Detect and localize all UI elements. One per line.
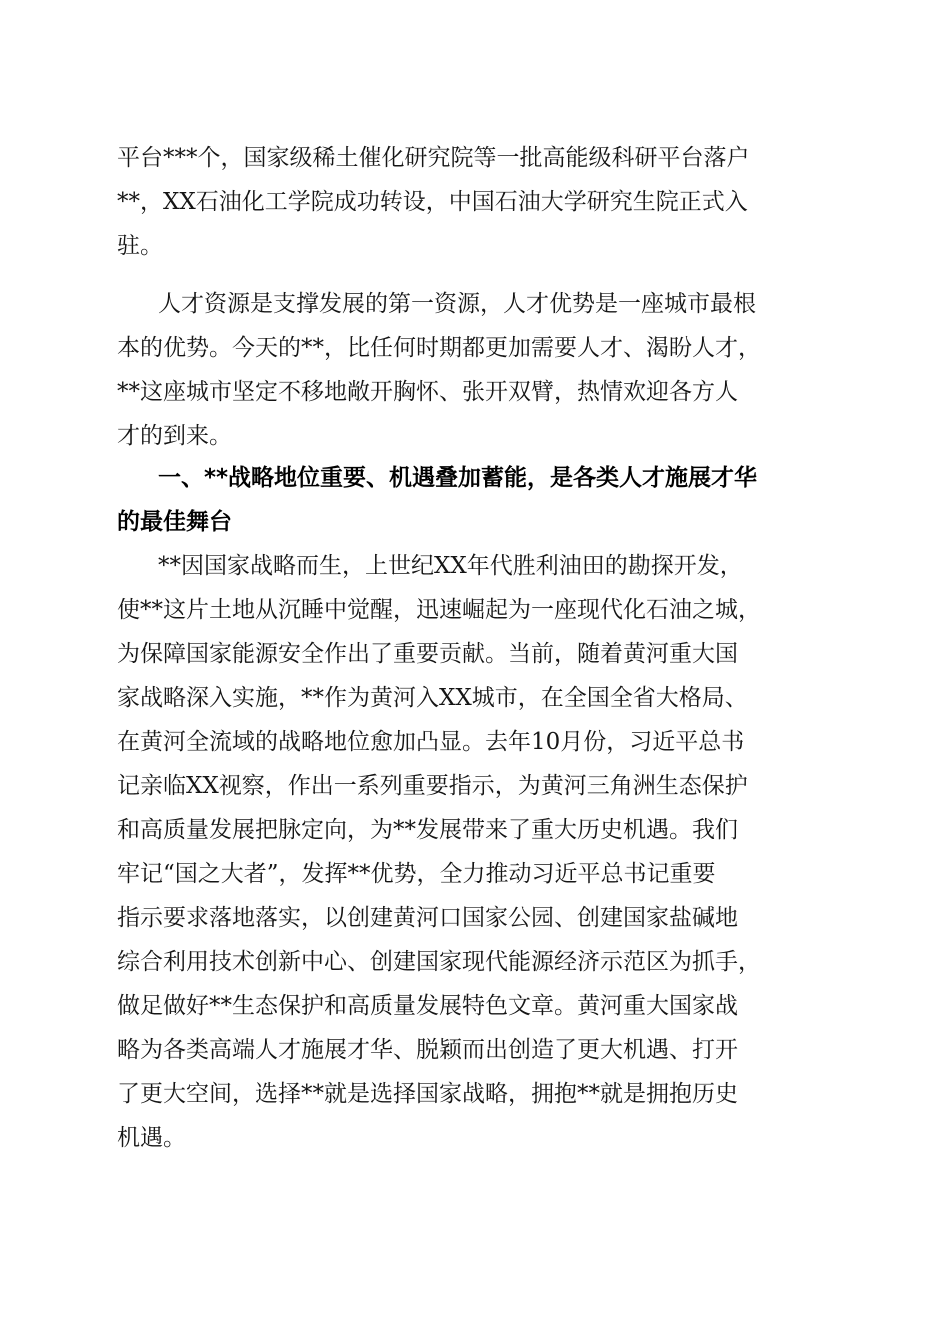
text-line-11 (0, 588, 950, 632)
text-line-5 (0, 326, 950, 370)
line-text: 在黄河全流域的战略地位愈加凸显。去年10月份，习近平总书 (117, 729, 745, 755)
line-text: 了更大空间，选择**就是选择国家战略，拥抱**就是拥抱历史 (117, 1081, 738, 1107)
text-line-13 (0, 676, 950, 720)
line-text: 家战略深入实施，**作为黄河入XX城市，在全国全省大格局、 (117, 685, 748, 711)
line-text: **这座城市坚定不移地敞开胸怀、张开双臂，热情欢迎各方人 (117, 379, 738, 405)
section-heading-text: 一、**战略地位重要、机遇叠加蓄能，是各类人才施展才华 (158, 465, 758, 491)
line-text: 牢记“国之大者”，发挥**优势，全力推动习近平总书记重要 (117, 861, 716, 887)
text-line-4 (0, 282, 950, 326)
text-line-19 (0, 940, 950, 984)
line-text: 驻。 (117, 233, 163, 259)
text-line-10 (0, 544, 950, 588)
line-text: **因国家战略而生，上世纪XX年代胜利油田的勘探开发， (158, 553, 743, 579)
text-line-22 (0, 1072, 950, 1116)
text-line-23 (0, 1116, 950, 1160)
line-text: 指示要求落地落实，以创建黄河口国家公园、创建国家盐碱地 (117, 905, 738, 931)
text-line-7 (0, 414, 950, 458)
text-line-6 (0, 370, 950, 414)
line-text: 人才资源是支撑发展的第一资源，人才优势是一座城市最根 (158, 291, 756, 317)
text-line-14 (0, 720, 950, 764)
text-line-12 (0, 632, 950, 676)
text-line-1 (0, 136, 950, 180)
text-line-16 (0, 808, 950, 852)
section-heading-text: 的最佳舞台 (117, 509, 232, 535)
line-text: 为保障国家能源安全作出了重要贡献。当前，随着黄河重大国 (117, 641, 738, 667)
line-text: 才的到来。 (117, 423, 232, 449)
text-line-2 (0, 180, 950, 224)
text-line-18 (0, 896, 950, 940)
section-heading-line-2 (0, 500, 950, 544)
text-line-3 (0, 224, 950, 268)
text-line-21 (0, 1028, 950, 1072)
text-line-15 (0, 764, 950, 808)
line-text: 本的优势。今天的**，比任何时期都更加需要人才、渴盼人才， (117, 335, 761, 361)
line-text: 做足做好**生态保护和高质量发展特色文章。黄河重大国家战 (117, 993, 738, 1019)
line-text: 记亲临XX视察，作出一系列重要指示，为黄河三角洲生态保护 (117, 773, 748, 799)
line-text: 使**这片土地从沉睡中觉醒，迅速崛起为一座现代化石油之城， (117, 597, 761, 623)
line-text: 略为各类高端人才施展才华、脱颖而出创造了更大机遇、打开 (117, 1037, 738, 1063)
text-line-17 (0, 852, 950, 896)
line-text: 机遇。 (117, 1125, 186, 1151)
line-text: 平台***个，国家级稀土催化研究院等一批高能级科研平台落户 (117, 145, 750, 171)
text-line-20 (0, 984, 950, 1028)
section-heading-line-1 (0, 456, 950, 500)
line-text: 和高质量发展把脉定向，为**发展带来了重大历史机遇。我们 (117, 817, 738, 843)
line-text: **，XX石油化工学院成功转设，中国石油大学研究生院正式入 (117, 189, 748, 215)
line-text: 综合利用技术创新中心、创建国家现代能源经济示范区为抓手， (117, 949, 761, 975)
